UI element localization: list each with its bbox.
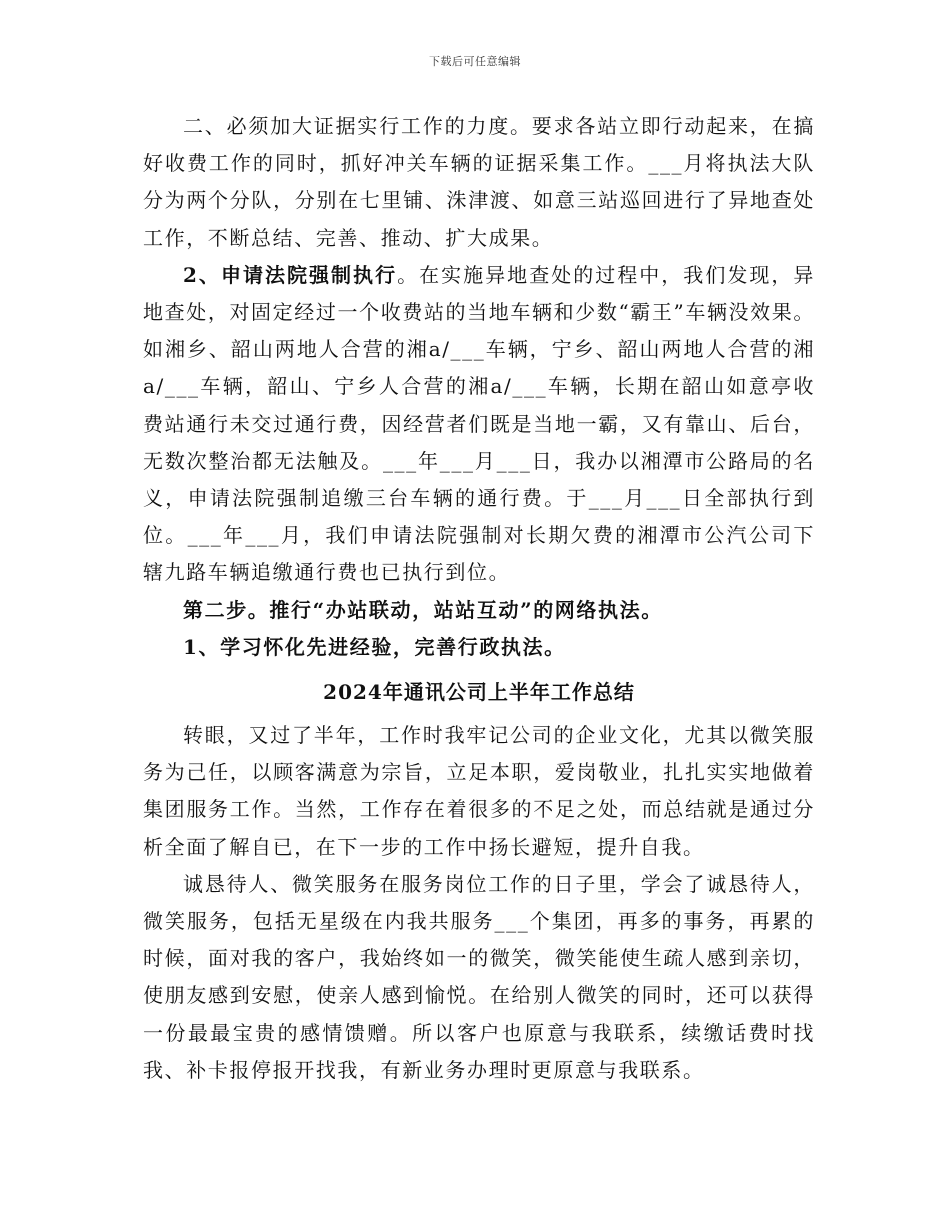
paragraph-evidence: 二、必须加大证据实行工作的力度。要求各站立即行动起来，在搞好收费工作的同时，抓好冲关车辆的证据采集工作。___月将执法大队分为两个分队，分别在七里铺、洙津渡、如意三站巡回进行了异地查处工作，不断总结、完善、推动、扩大成果。 xyxy=(143,114,815,250)
step-two-item-heading: 1、学习怀化先进经验，完善行政执法。 xyxy=(183,634,566,659)
paragraph-body: 。在实施异地查处的过程中，我们发现，异地查处，对固定经过一个收费站的当地车辆和少数“霸王”车辆没效果。如湘乡、韶山两地人合营的湘a/___车辆，宁乡、韶山两地人合营的湘a/___车辆，韶山、宁乡人合营的湘a/___车辆，长期在韶山如意亭收费站通行未交过通行费，因经营者们既是当地一霸，又有靠山、后台，无数次整治都无法触及。___年___月___日，我办以湘潭市公路局的名义，申请法院强制追缴三台车辆的通行费。于___月___日全部执行到位。___年___月，我们申请法院强制对长期欠费的湘潭市公汽公司下辖九路车辆追缴通行费也已执行到位。 xyxy=(143,262,815,585)
paragraph-smile-service: 诚恳待人、微笑服务在服务岗位工作的日子里，学会了诚恳待人，微笑服务，包括无星级在内我共服务___个集团，再多的事务，再累的时候，面对我的客户，我始终如一的微笑，微笑能使生疏人感到亲切，使朋友感到安慰，使亲人感到愉悦。在给别人微笑的同时，还可以获得一份最最宝贵的感情馈赠。所以客户也原意与我联系，续缴话费时找我、补卡报停报开找我，有新业务办理时更原意与我联系。 xyxy=(143,871,815,1082)
paragraph-court-enforcement xyxy=(143,257,815,592)
page-header: 下载后可任意编辑 xyxy=(429,55,521,68)
paragraph-intro: 转眼，又过了半年，工作时我牢记公司的企业文化，尤其以微笑服务为己任，以顾客满意为宗旨，立足本职，爱岗敬业，扎扎实实地做着集团服务工作。当然，工作存在着很多的不足之处，而总结就是通过分析全面了解自已，在下一步的工作中扬长避短，提升自我。 xyxy=(143,723,815,859)
document-body xyxy=(143,108,815,1089)
step-two-heading: 第二步。推行“办站联动，站站互动”的网络执法。 xyxy=(183,597,663,622)
document-title: 2024年通讯公司上半年工作总结 xyxy=(323,680,635,705)
paragraph-lead-heading: 2、申请法院强制执行 xyxy=(183,262,398,287)
